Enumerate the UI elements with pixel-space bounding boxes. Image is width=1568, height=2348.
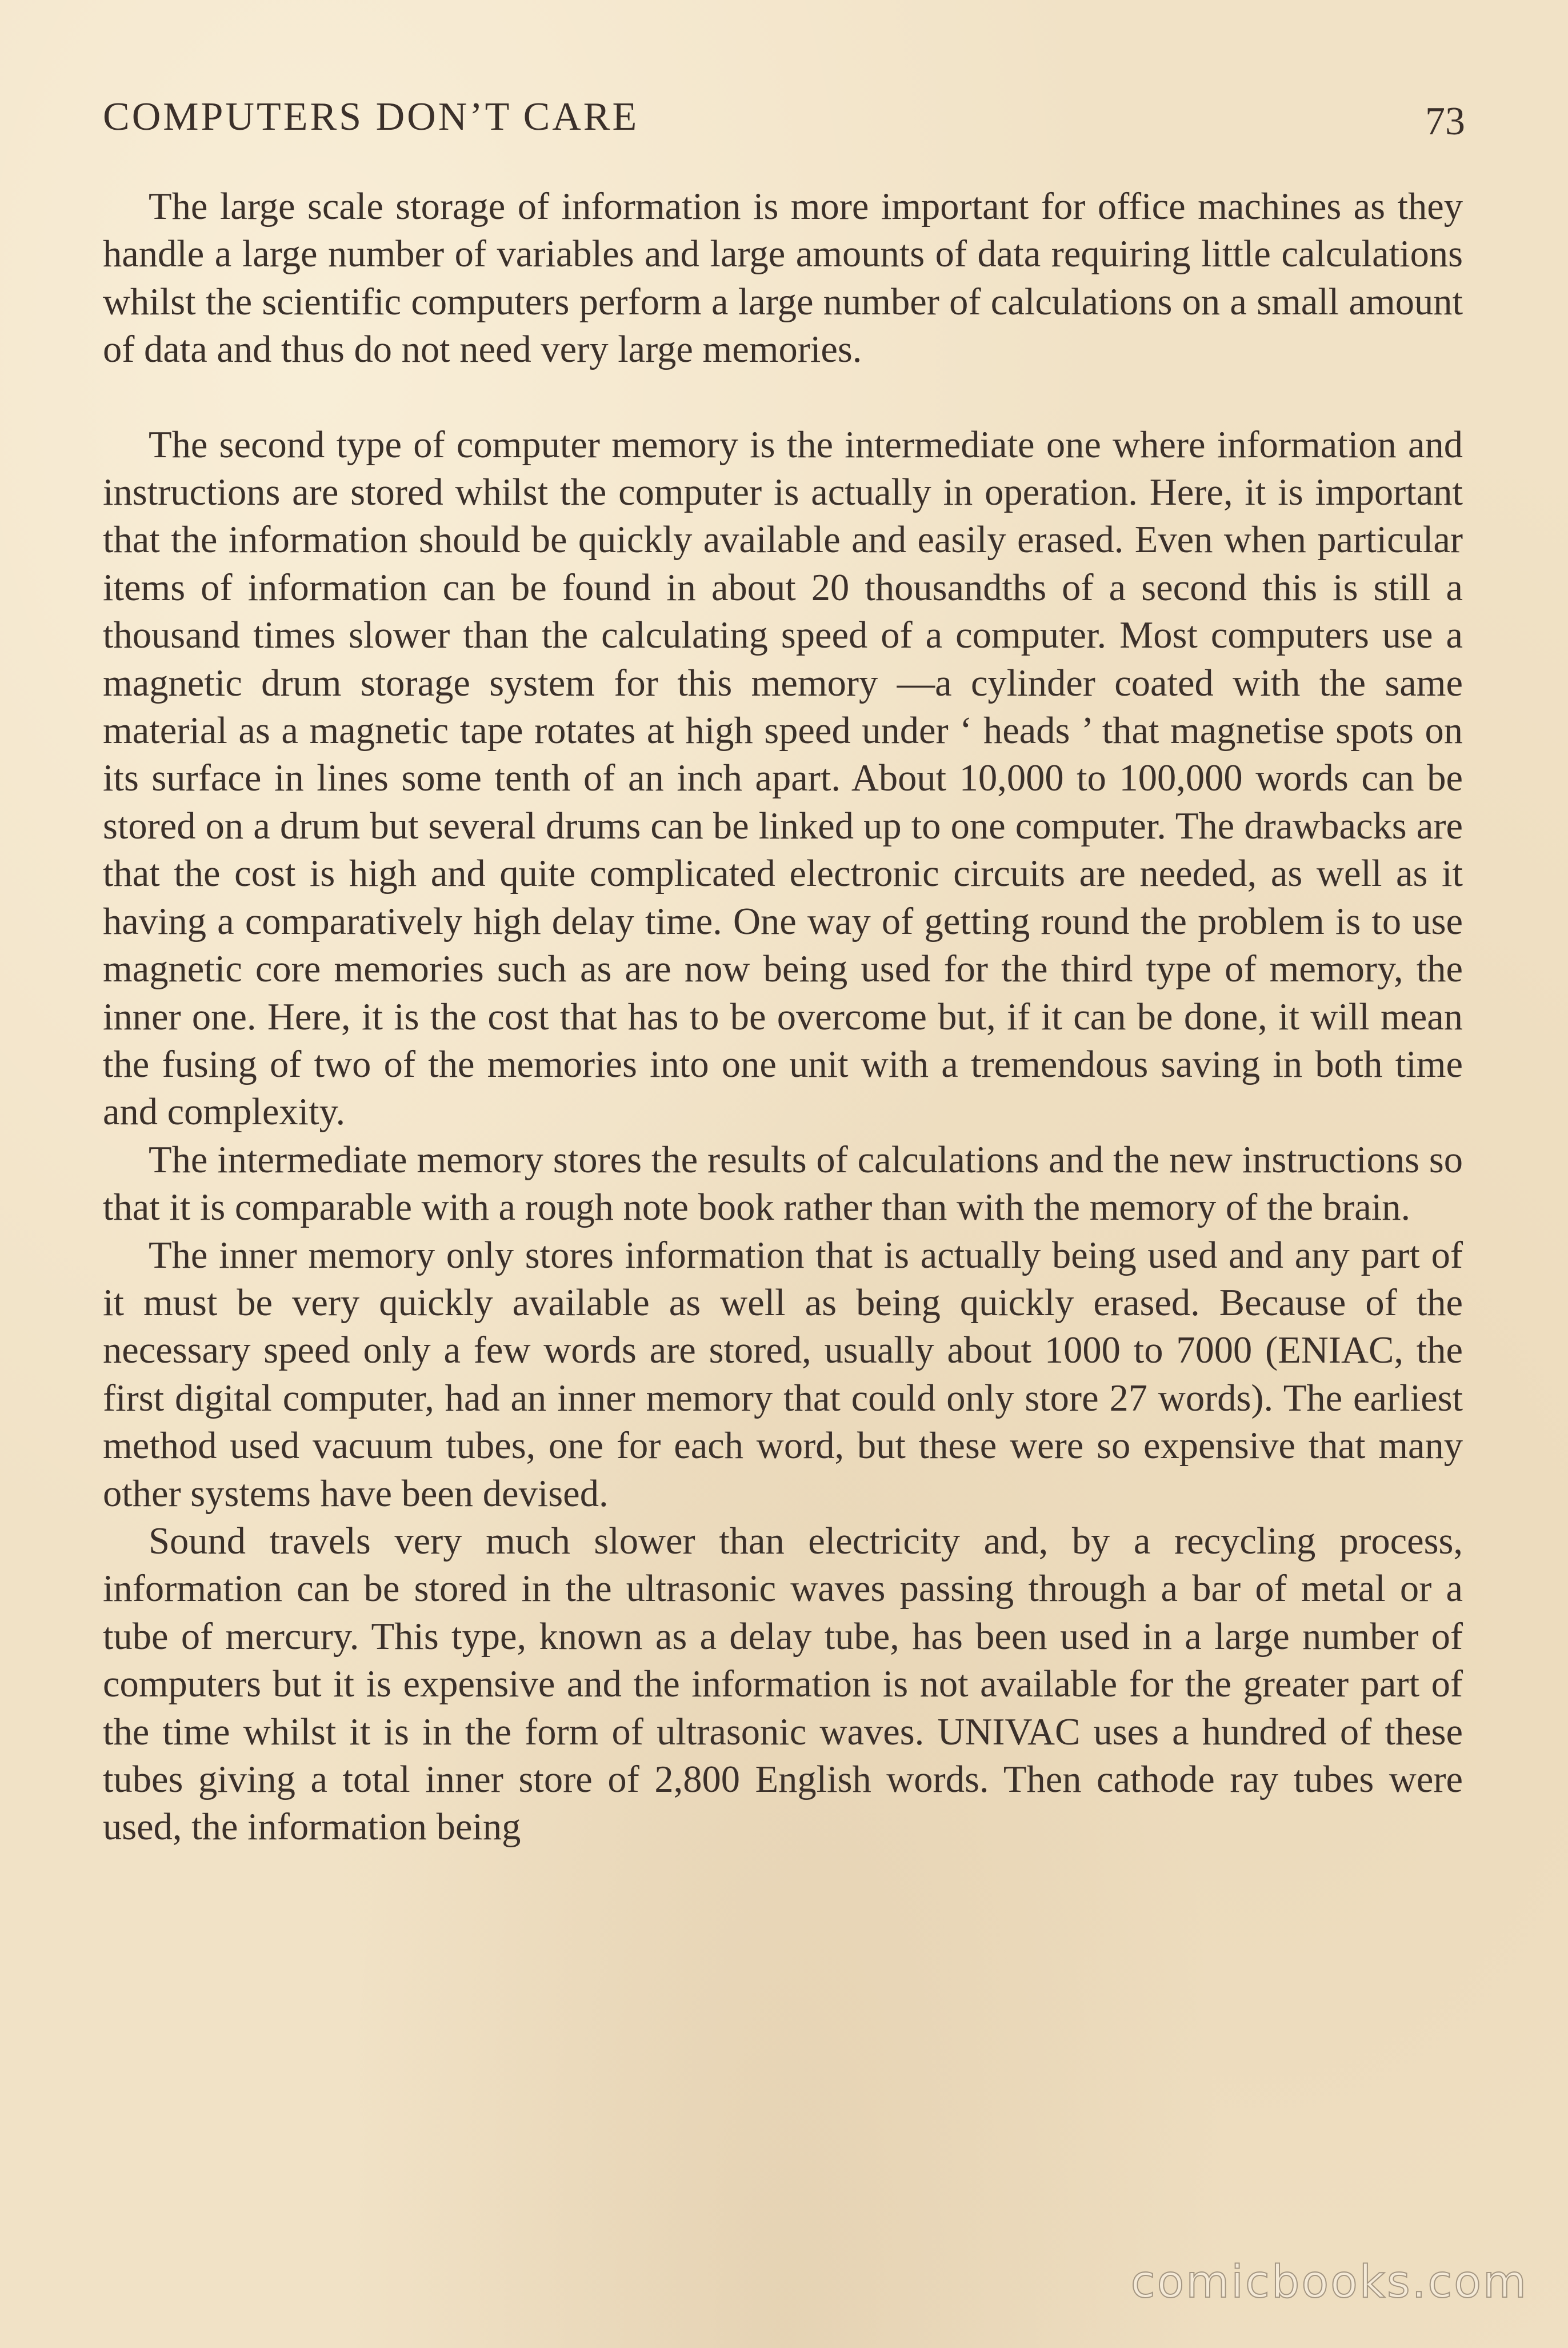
paragraph-delay-tube: Sound travels very much slower than electricity and, by a recycling process, information can be stored in the ultrasonic waves passing through a bar of metal or a tube of mercury. This type, known as a delay tube, has been used in a large number of computers but it is expensive and the information is not available for the greater part of the time whilst it is in the form of ultrasonic waves. UNIVAC uses a hundred of these tubes giving a total inner store of 2,800 English words. Then cathode ray tubes were used, the information being [103, 1520, 1463, 1848]
paragraph-intermediate-memory: The second type of computer memory is the intermediate one where information and instructions are stored whilst the computer is actually in operation. Here, it is important that the information should be quickly available and easily erased. Even when particular items of information can be found in about 20 thousandths of a second this is still a thousand times slower than the calculating speed of a computer. Most computers use a magnetic drum storage system for this memory —a cylinder coated with the same material as a magnetic tape rotates at high speed under ‘ heads ’ that magnetise spots on its surface in lines some tenth of an inch apart. About 10,000 to 100,000 words can be stored on a drum but several drums can be linked up to one computer. The drawbacks are that the cost is high and quite complicated electronic circuits are needed, as well as it having a comparatively high delay time. One way of getting round the problem is to use magnetic core memories such as are now being used for the third type of memory, the inner one. Here, it is the cost that has to be overcome but, if it can be done, it will mean the fusing of two of the memories into one unit with a tremendous saving in both time and complexity. [103, 424, 1463, 1133]
paragraph-storage-office: The large scale storage of information is more important for office machines as they handle a large number of variables and large amounts of data requiring little calculations whilst the scientific computers perform a large number of calculations on a small amount of data and thus do not need very large memories. [103, 186, 1463, 371]
running-head [103, 86, 1465, 149]
watermark: comicbooks.com [1130, 2257, 1528, 2308]
paragraph-inner-memory: The inner memory only stores information that is actually being used and any part of it must be very quickly available as well as being quickly erased. Because of the necessary speed only a few words are stored, usually about 1000 to 7000 (ENIAC, the first digital computer, had an inner memory that could only store 27 words). The earliest method used vacuum tubes, one for each word, but these were so expensive that many other systems have been devised. [103, 1234, 1463, 1515]
paragraph-note-book: The intermediate memory stores the results of calculations and the new instructions so that it is comparable with a rough note book rather than with the memory of the brain. [103, 1139, 1463, 1229]
running-title: COMPUTERS DON’T CARE [103, 95, 639, 139]
body-text [103, 183, 1463, 1851]
page-number: 73 [1425, 99, 1465, 143]
